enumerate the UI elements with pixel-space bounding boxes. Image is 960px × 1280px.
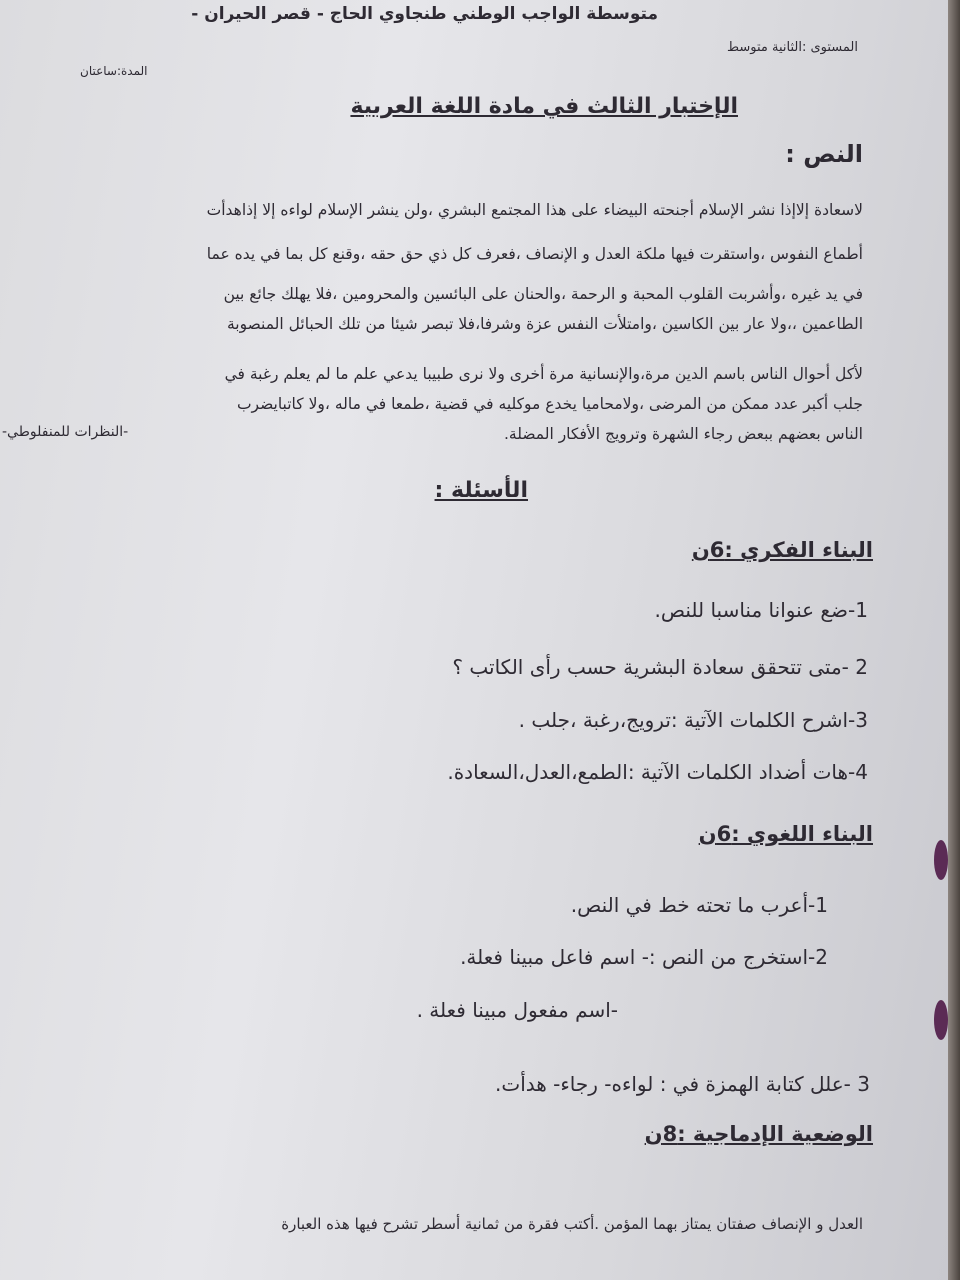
- question-item: 1-أعرب ما تحته خط في النص.: [570, 893, 828, 917]
- text-line: في يد غيره ،وأشربت القلوب المحبة و الرحمة ،والحنان على البائسين والمحرومين ،فلا يهلك جائع بين: [223, 285, 863, 303]
- ink-stain: [934, 1000, 948, 1040]
- section-title-integration: الوضعية الإدماجية :8ن: [644, 1122, 873, 1146]
- text-line: لأكل أحوال الناس باسم الدين مرة،والإنسانية مرة أخرى ولا نرى طبيبا يدعي علم ما لم يعلم رغبة في: [224, 365, 863, 383]
- duration-label: المدة:ساعتان: [80, 64, 148, 78]
- paper-edge-shadow: [948, 0, 960, 1280]
- question-item: 2 -متى تتحقق سعادة البشرية حسب رأى الكاتب ؟: [452, 655, 868, 679]
- text-line: جلب أكبر عدد ممكن من المرضى ،ولامحاميا يخدع موكليه في قضية ،طمعا في ماله ،ولا كاتبايضرب: [236, 395, 863, 413]
- section-title-intellectual: البناء الفكري :6ن: [691, 538, 873, 562]
- question-item: 3 -علل كتابة الهمزة في : لواءه- رجاء- هدأت.: [495, 1072, 870, 1096]
- text-line: أطماع النفوس ،واستقرت فيها ملكة العدل و الإنصاف ،فعرف كل ذي حق حقه ،وقنع كل بما في يده عما: [206, 245, 863, 263]
- questions-heading: الأسئلة :: [434, 478, 528, 503]
- question-item: 4-هات أضداد الكلمات الآتية :الطمع،العدل،السعادة.: [447, 760, 868, 784]
- text-line: الطاعمين ،،ولا عار بين الكاسين ،وامتلأت النفس عزة وشرفا،فلا تبصر شيئا من تلك الحبائل المنصوبة: [226, 315, 863, 333]
- text-heading: النص :: [785, 140, 863, 168]
- question-item: 1-ضع عنوانا مناسبا للنص.: [654, 598, 868, 622]
- question-item: -اسم مفعول مبينا فعلة .: [416, 998, 618, 1022]
- text-line: لاسعادة إلاإذا نشر الإسلام أجنحته البيضاء على هذا المجتمع البشري ،ولن ينشر الإسلام لواءه إلا إذاهدأت: [206, 201, 863, 219]
- text-attribution: -النظرات للمنفلوطي-: [2, 424, 129, 440]
- ink-stain: [934, 840, 948, 880]
- question-item: 3-اشرح الكلمات الآتية :ترويج،رغبة ،جلب .: [518, 708, 868, 732]
- exam-title: الإختبار الثالث في مادة اللغة العربية: [350, 94, 738, 119]
- question-item: 2-استخرج من النص :- اسم فاعل مبينا فعلة.: [460, 945, 828, 969]
- question-item: العدل و الإنصاف صفتان يمتاز بهما المؤمن .أكتب فقرة من ثمانية أسطر تشرح فيها هذه العبارة: [281, 1215, 863, 1233]
- section-title-linguistic: البناء اللغوي :6ن: [698, 822, 873, 846]
- school-name: متوسطة الواجب الوطني طنجاوي الحاج - قصر الحيران -: [191, 4, 658, 24]
- level-label: المستوى :الثانية متوسط: [727, 40, 858, 55]
- text-line: الناس بعضهم ببعض رجاء الشهرة وترويج الأفكار المضلة.: [503, 425, 863, 443]
